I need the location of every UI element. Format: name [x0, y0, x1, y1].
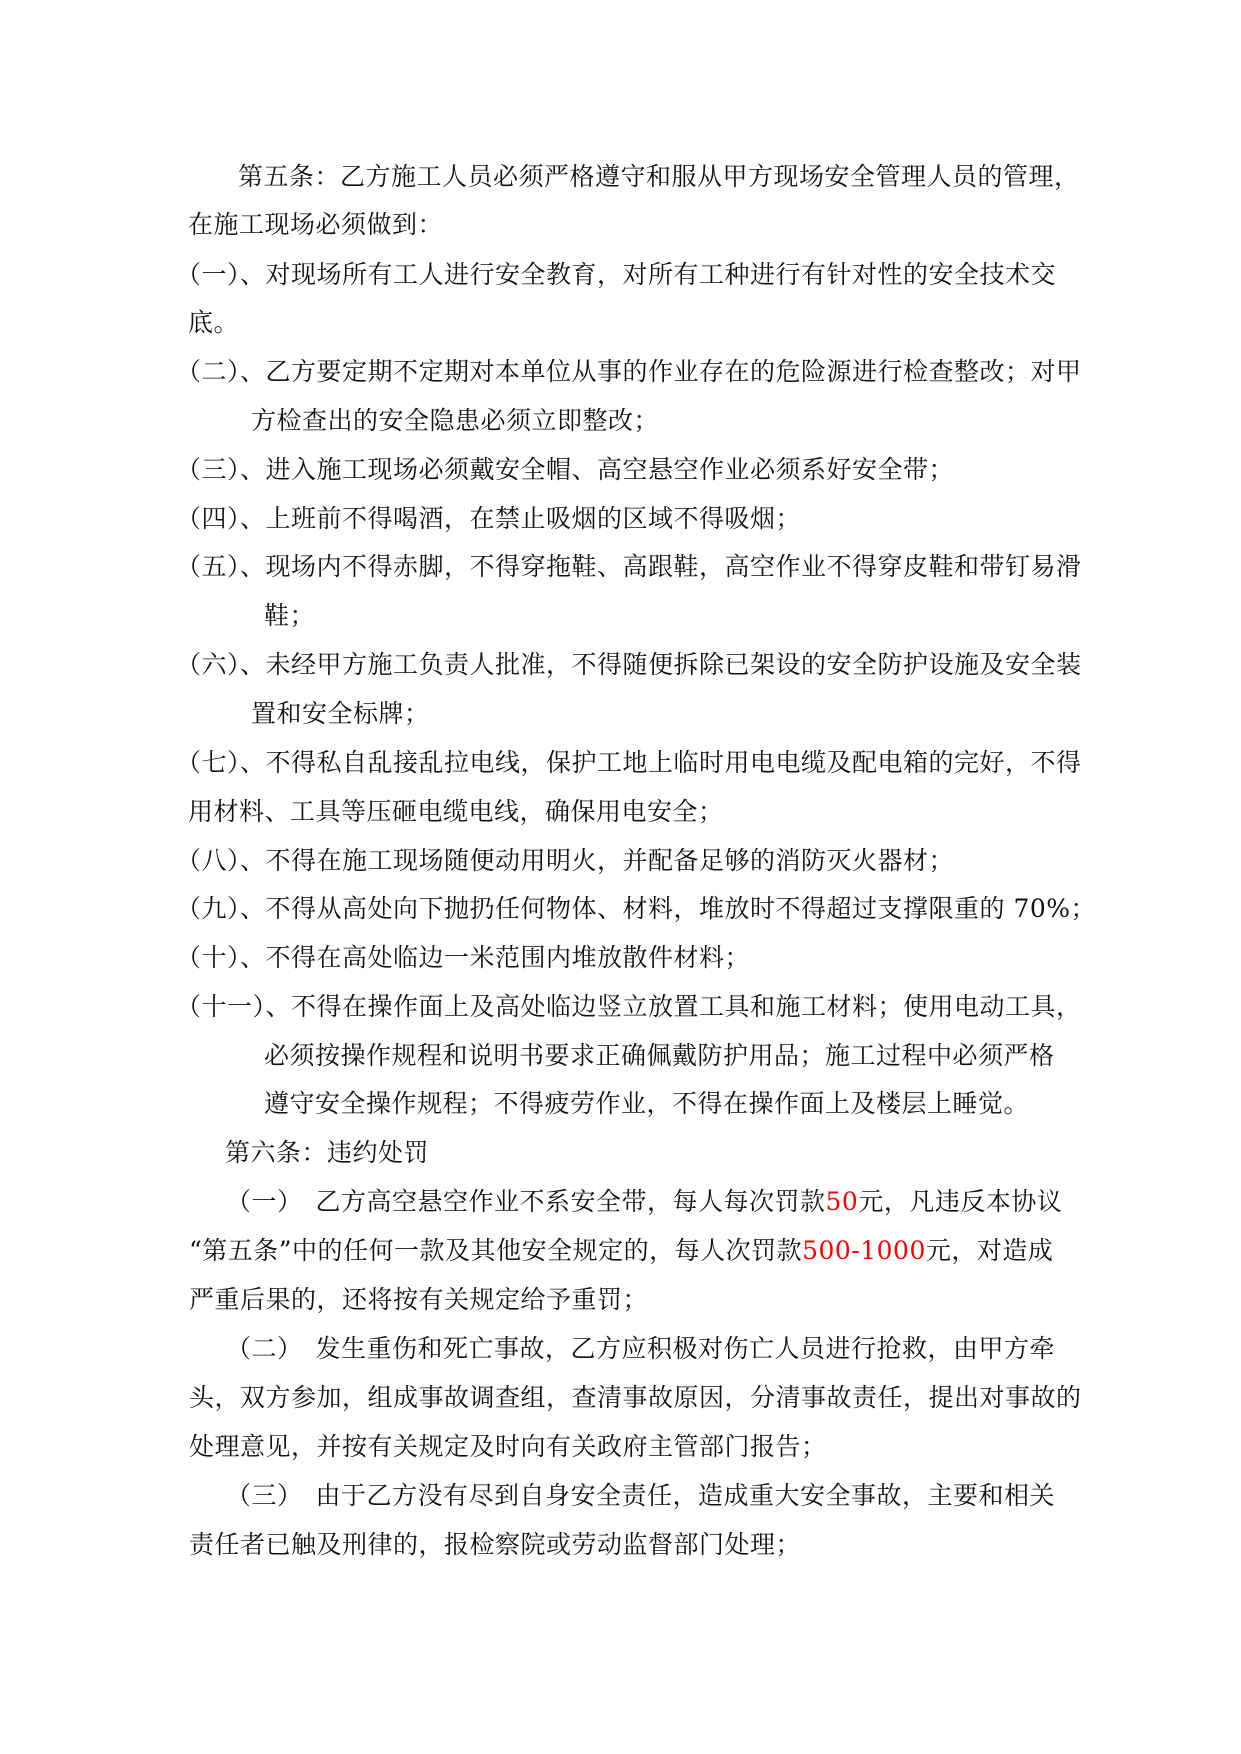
item-6-line-2: 置和安全标牌；: [251, 699, 430, 728]
article-5-line-2: 在施工现场必须做到：: [188, 210, 444, 239]
item-5-line-1: （五）、现场内不得赤脚，不得穿拖鞋、高跟鞋，高空作业不得穿皮鞋和带钉易滑: [176, 552, 1082, 581]
item-3-line-1: （三）、进入施工现场必须戴安全帽、高空悬空作业必须系好安全带；: [176, 455, 955, 484]
item-11-line-1: （十一）、不得在操作面上及高处临边竖立放置工具和施工材料；使用电动工具，: [176, 992, 1082, 1021]
penalty-3-line-2: 责任者已触及刑律的，报检察院或劳动监督部门处理；: [189, 1530, 802, 1559]
penalty-1-text-c: 元，凡违反本协议: [858, 1187, 1063, 1216]
penalty-3-line-1: （三） 由于乙方没有尽到自身安全责任，造成重大安全事故，主要和相关: [226, 1481, 1056, 1510]
item-8-line-1: （八）、不得在施工现场随便动用明火，并配备足够的消防灭火器材；: [176, 846, 955, 875]
article-5-line-1: 第五条：乙方施工人员必须严格遵守和服从甲方现场安全管理人员的管理，: [238, 162, 1080, 191]
penalty-2-line-3: 处理意见，并按有关规定及时向有关政府主管部门报告；: [189, 1432, 827, 1461]
item-7-line-1: （七）、不得私自乱接乱拉电线，保护工地上临时用电电缆及配电箱的完好，不得: [176, 748, 1082, 777]
item-11-line-2: 必须按操作规程和说明书要求正确佩戴防护用品；施工过程中必须严格: [264, 1041, 1055, 1070]
penalty-1-line-2: [189, 1236, 1053, 1266]
item-9-line-1: （九）、不得从高处向下抛扔任何物体、材料，堆放时不得超过支撑限重的 70%；: [176, 894, 1097, 923]
item-4-line-1: （四）、上班前不得喝酒，在禁止吸烟的区域不得吸烟；: [176, 504, 802, 533]
item-6-line-1: （六）、未经甲方施工负责人批准，不得随便拆除已架设的安全防护设施及安全装: [176, 650, 1082, 679]
penalty-1-text-a: （一） 乙方高空悬空作业不系安全带，每人每次罚款: [226, 1187, 826, 1216]
penalty-1-amount-range: 500-1000: [802, 1236, 926, 1265]
item-7-line-2: 用材料、工具等压砸电缆电线，确保用电安全；: [188, 797, 724, 826]
article-6-title: 第六条：违约处罚: [225, 1138, 430, 1167]
penalty-1-amount-50: 50: [825, 1187, 859, 1216]
item-10-line-1: （十）、不得在高处临边一米范围内堆放散件材料；: [176, 943, 751, 972]
penalty-2-line-2: 头，双方参加，组成事故调查组，查清事故原因，分清事故责任，提出对事故的: [189, 1383, 1082, 1412]
item-2-line-2: 方检查出的安全隐患必须立即整改；: [251, 406, 660, 435]
penalty-1-line-1: [226, 1187, 1062, 1217]
penalty-1-text-f: 元，对造成: [925, 1236, 1054, 1265]
penalty-1-line-3: 严重后果的，还将按有关规定给予重罚；: [189, 1285, 649, 1314]
penalty-1-text-d: “第五条”中的任何一款及其他安全规定的，每人次罚款: [189, 1236, 803, 1265]
penalty-2-line-1: （二） 发生重伤和死亡事故，乙方应积极对伤亡人员进行抢救，由甲方牵: [226, 1334, 1056, 1363]
item-1-line-2: 底。: [188, 308, 240, 337]
item-5-line-2: 鞋；: [264, 601, 316, 630]
item-2-line-1: （二）、乙方要定期不定期对本单位从事的作业存在的危险源进行检查整改；对甲: [176, 357, 1082, 386]
item-1-line-1: （一）、对现场所有工人进行安全教育，对所有工种进行有针对性的安全技术交: [176, 260, 1057, 289]
item-11-line-3: 遵守安全操作规程；不得疲劳作业，不得在操作面上及楼层上睡觉。: [264, 1089, 1030, 1118]
